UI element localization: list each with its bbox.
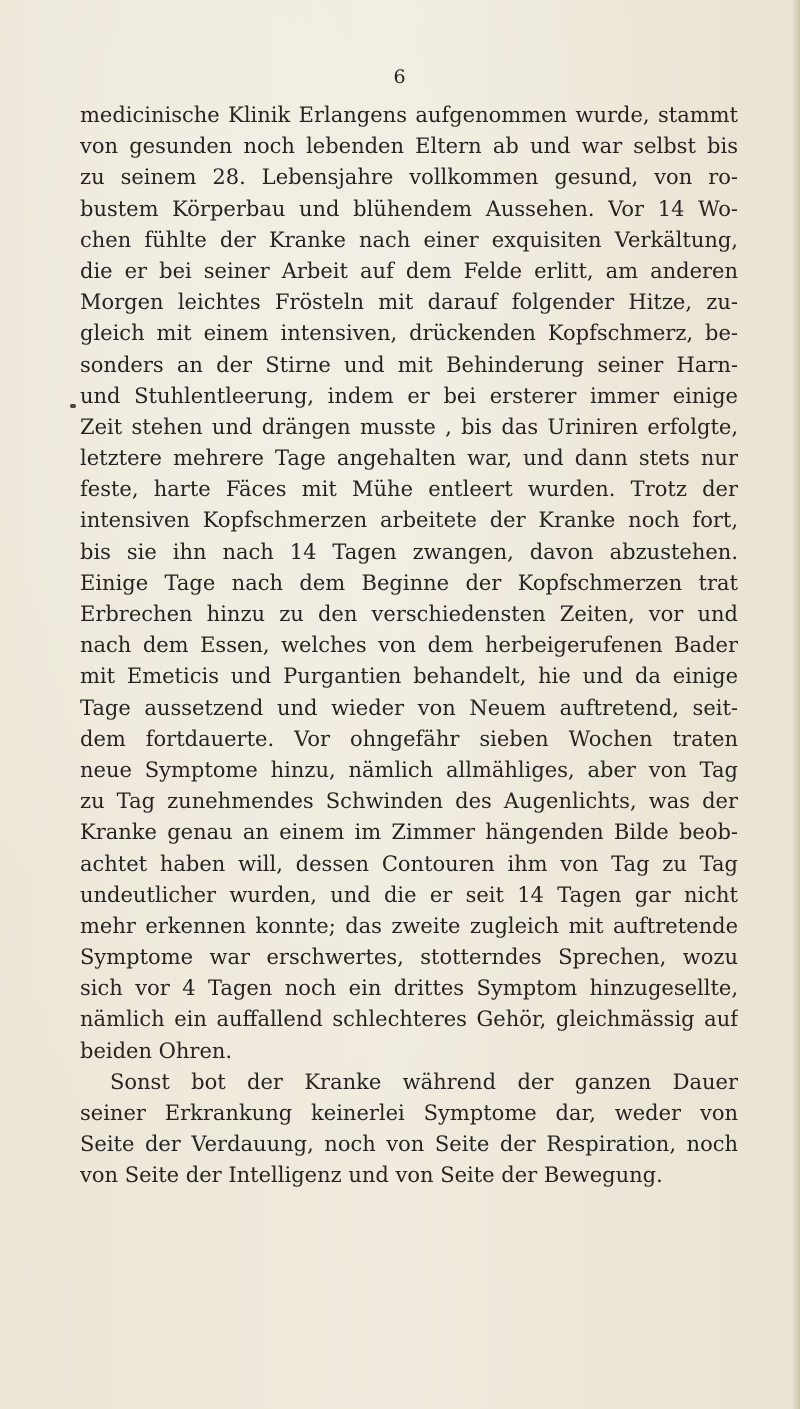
text-line: letztere mehrere Tage angehalten war, und dann stets nur	[80, 446, 738, 471]
text-line: neue Symptome hinzu, nämlich allmähliges, aber von Tag	[80, 757, 738, 782]
margin-mark	[70, 404, 76, 408]
text-line: mit Emeticis und Purgantien behandelt, hie und da einige	[80, 664, 738, 689]
text-line: nämlich ein auffallend schlechteres Gehör, gleichmässig auf	[80, 1007, 738, 1032]
text-line: intensiven Kopfschmerzen arbeitete der Kranke noch fort,	[80, 508, 738, 533]
text-line: Seite der Verdauung, noch von Seite der Respiration, noch	[80, 1132, 738, 1157]
text-line: mehr erkennen konnte; das zweite zugleich mit auftretende	[80, 913, 738, 938]
text-line: feste, harte Fäces mit Mühe entleert wurden. Trotz der	[80, 477, 738, 502]
text-line: sich vor 4 Tagen noch ein drittes Symptom hinzugesellte,	[80, 976, 738, 1001]
page-number: 6	[393, 66, 407, 88]
text-line: gleich mit einem intensiven, drückenden Kopfschmerz, be-	[80, 321, 738, 346]
text-line-paragraph-end: von Seite der Intelligenz und von Seite der Bewegung.	[80, 1163, 663, 1188]
text-line: nach dem Essen, welches von dem herbeigerufenen Bader	[80, 633, 738, 658]
text-line: sonders an der Stirne und mit Behinderung seiner Harn-	[80, 352, 738, 377]
text-line: von gesunden noch lebenden Eltern ab und war selbst bis	[80, 134, 738, 159]
text-line: achtet haben will, dessen Contouren ihm von Tag zu Tag	[80, 851, 738, 876]
text-line: zu seinem 28. Lebensjahre vollkommen gesund, von ro-	[80, 165, 738, 190]
text-line: zu Tag zunehmendes Schwinden des Augenlichts, was der	[80, 789, 738, 814]
text-line: Morgen leichtes Frösteln mit darauf folgender Hitze, zu-	[80, 290, 738, 315]
text-line: undeutlicher wurden, und die er seit 14 Tagen gar nicht	[80, 882, 738, 907]
text-line: bis sie ihn nach 14 Tagen zwangen, davon abzustehen.	[80, 539, 738, 564]
text-line: die er bei seiner Arbeit auf dem Felde erlitt, am anderen	[80, 258, 738, 283]
text-line: bustem Körperbau und blühendem Aussehen. Vor 14 Wo-	[80, 196, 738, 221]
text-line: dem fortdauerte. Vor ohngefähr sieben Wochen traten	[80, 726, 738, 751]
body-text	[80, 100, 738, 1192]
text-line: Kranke genau an einem im Zimmer hängenden Bilde beob-	[80, 820, 738, 845]
text-line: seiner Erkrankung keinerlei Symptome dar, weder von	[80, 1101, 738, 1125]
text-line: medicinische Klinik Erlangens aufgenommen wurde, stammt	[80, 103, 738, 127]
text-line: Einige Tage nach dem Beginne der Kopfschmerzen trat	[80, 570, 738, 595]
text-line-paragraph-end: beiden Ohren.	[80, 1038, 233, 1063]
text-line: Erbrechen hinzu zu den verschiedensten Zeiten, vor und	[80, 602, 738, 626]
page-edge-shadow	[792, 0, 800, 1409]
text-line: Zeit stehen und drängen musste , bis das Uriniren erfolgte,	[80, 414, 738, 439]
text-line: chen fühlte der Kranke nach einer exquisiten Verkältung,	[80, 227, 738, 252]
text-line-paragraph-start: Sonst bot der Kranke während der ganzen Dauer	[110, 1069, 738, 1094]
text-line: und Stuhlentleerung, indem er bei ersterer immer einige	[80, 383, 738, 408]
text-line: Tage aussetzend und wieder von Neuem auftretend, seit-	[80, 695, 738, 720]
text-line: Symptome war erschwertes, stotterndes Sprechen, wozu	[80, 945, 738, 970]
